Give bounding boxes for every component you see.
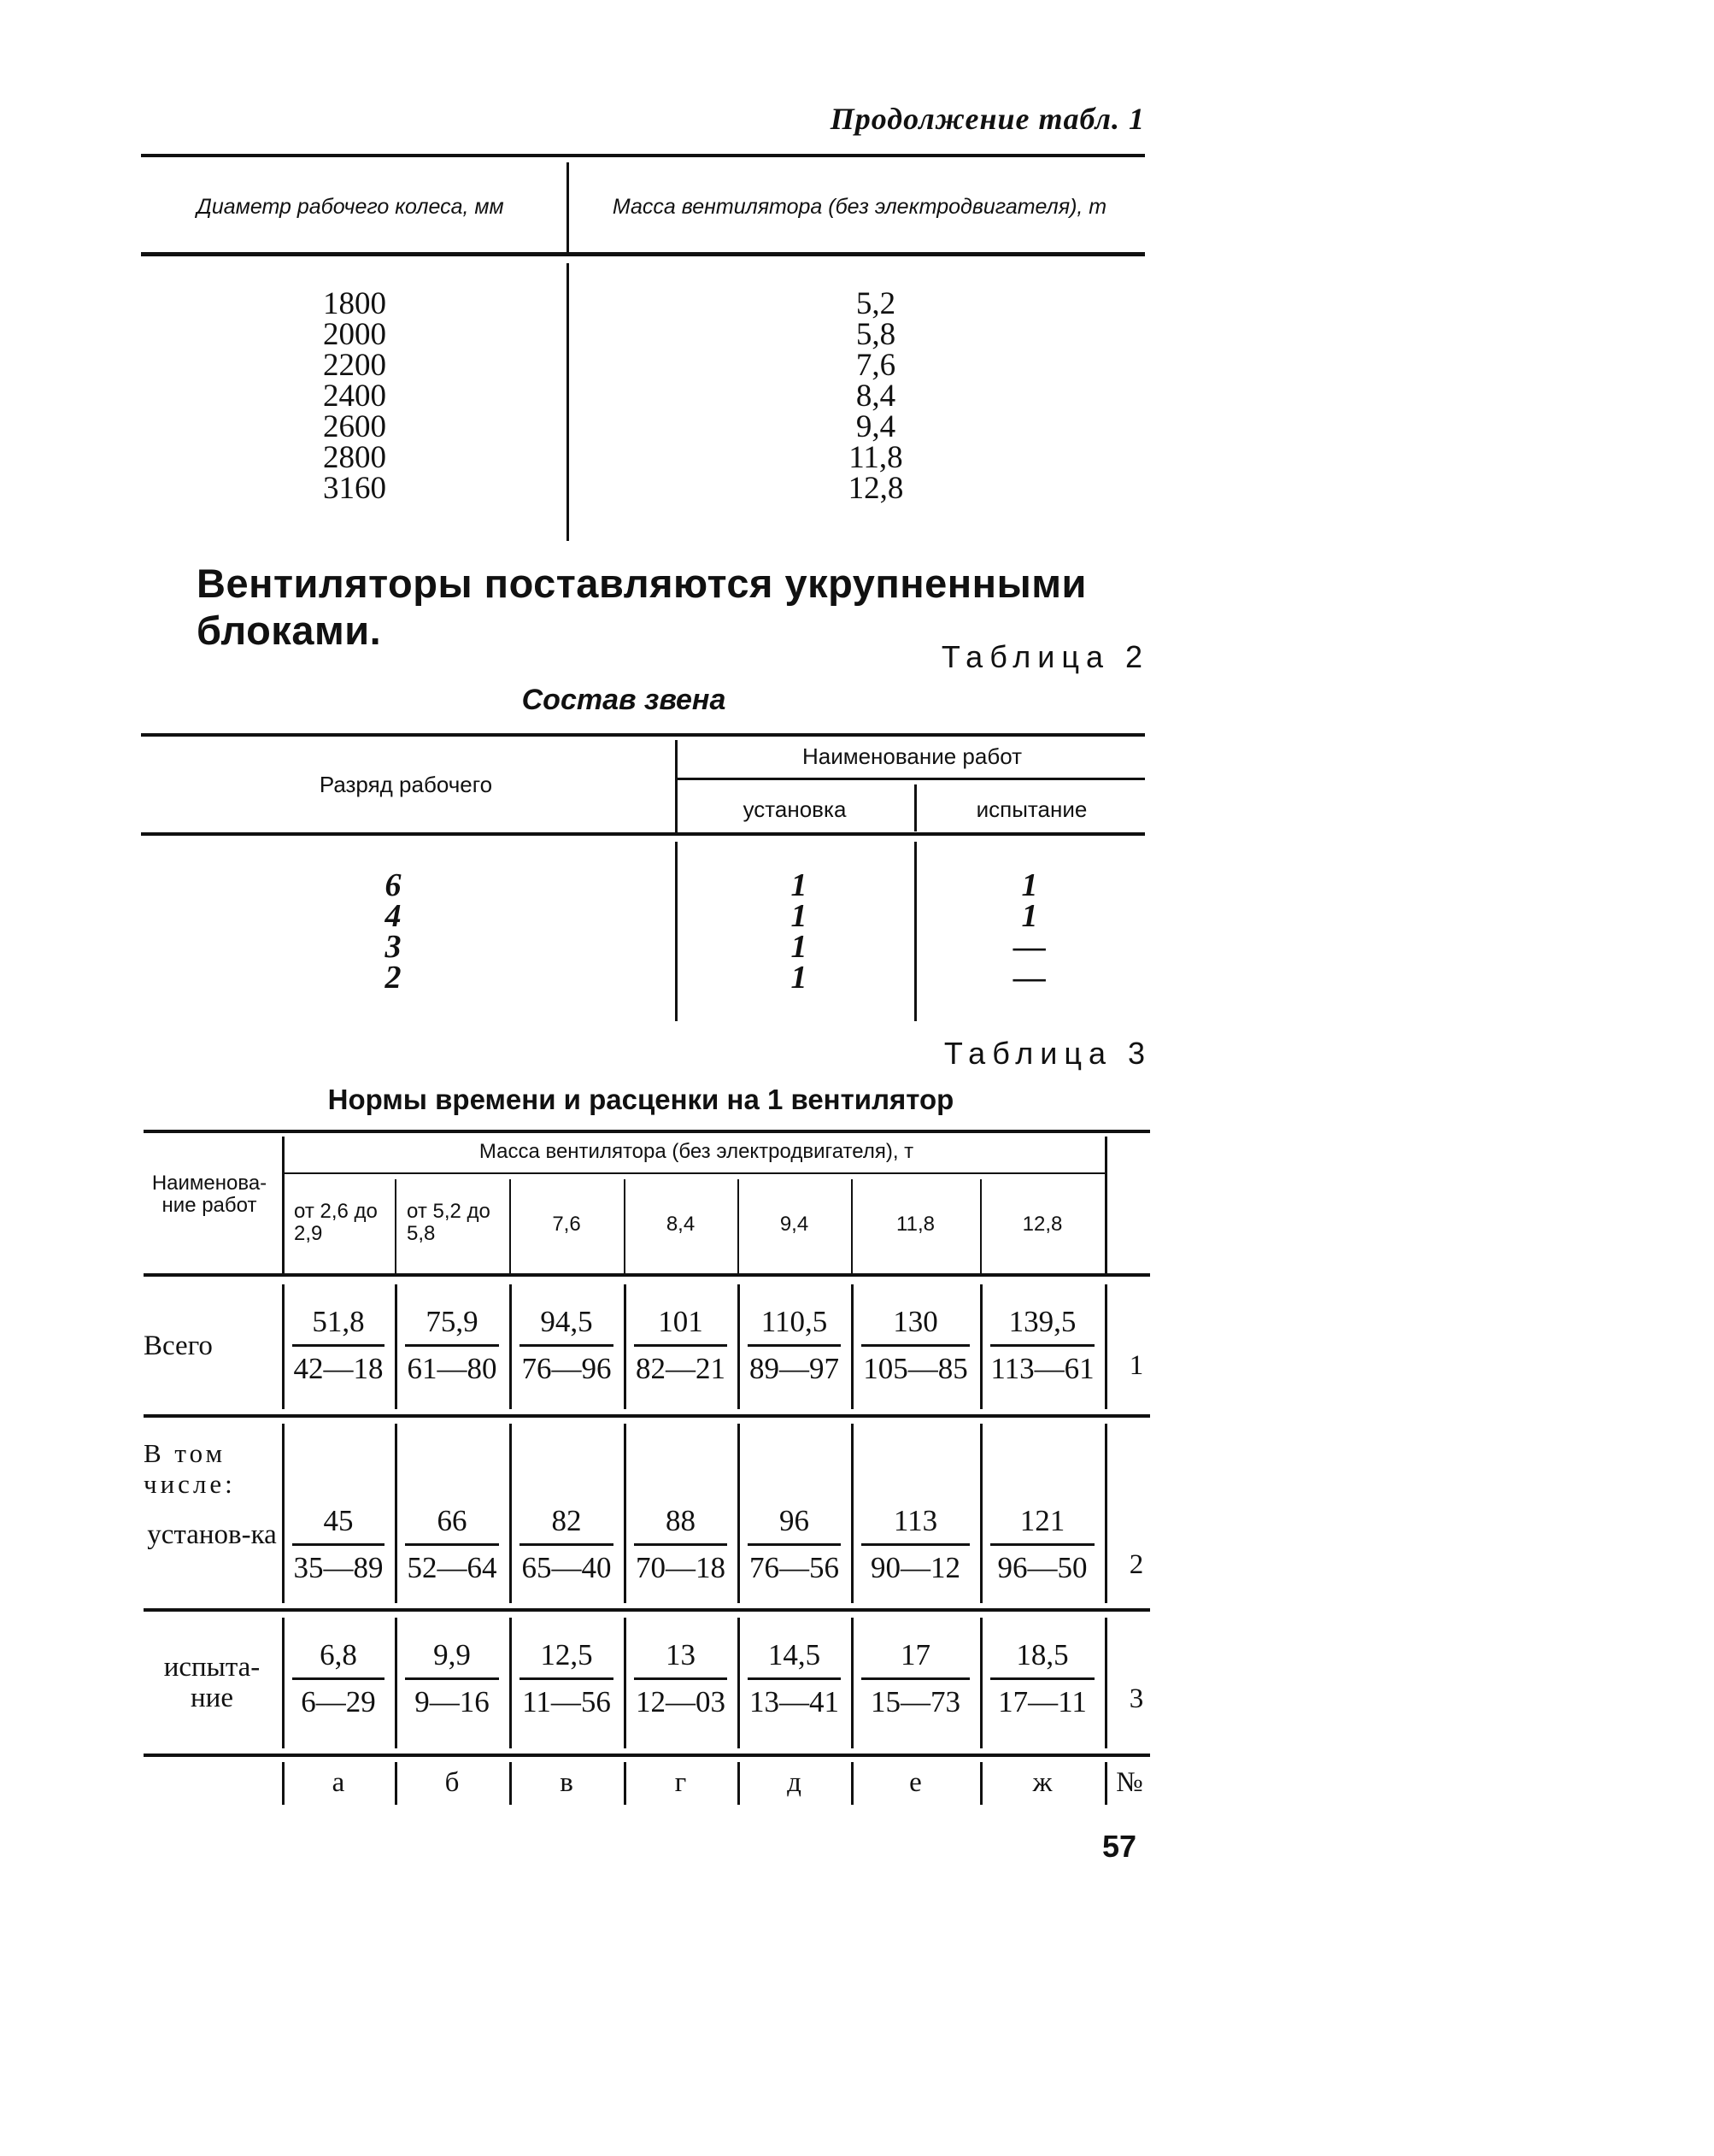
table3-mass-column-header: 8,4 (666, 1213, 696, 1236)
table3-fraction-bar (634, 1677, 727, 1680)
table3-fraction-cell (737, 1502, 851, 1587)
table2-grade-cell: 3 (384, 929, 402, 965)
table3-time-norm: 121 (1019, 1504, 1065, 1537)
table3-price: 17—11 (998, 1685, 1087, 1718)
table2-grade-cell: 2 (384, 960, 402, 996)
table3-price: 76—96 (521, 1352, 612, 1385)
table3-fraction-bar (405, 1543, 499, 1546)
supply-note: Вентиляторы поставляются укрупненными блоками. (197, 561, 1087, 653)
table3-time-norm: 94,5 (540, 1305, 593, 1338)
table3-fraction-cell (395, 1303, 509, 1388)
table3-fraction-bar (990, 1677, 1095, 1680)
table3-fraction-cell (851, 1502, 980, 1587)
table2-installation-cell: 1 (790, 929, 807, 965)
table3-fraction-cell (851, 1303, 980, 1388)
table3-column-letter: ж (1032, 1767, 1053, 1798)
table3-mass-column-header: от 2,6 до 2,9 (294, 1200, 378, 1245)
table3-time-norm: 82 (551, 1504, 582, 1537)
table3-price: 76—56 (749, 1551, 839, 1584)
table3-price: 82—21 (636, 1352, 725, 1385)
table3-top-rule (144, 1130, 1150, 1133)
table3-time-norm: 45 (323, 1504, 354, 1537)
table1-col1-header: Диаметр рабочего колеса, мм (197, 195, 504, 219)
table3-header-col-rule (509, 1179, 511, 1273)
table3-time-norm: 14,5 (767, 1638, 821, 1671)
table3-fraction-bar (292, 1344, 384, 1347)
table3-column-letter: б (444, 1767, 460, 1798)
table3-fraction-bar (990, 1543, 1095, 1546)
table3-fraction-bar (861, 1543, 970, 1546)
table1-diameter-cell: 2000 (323, 317, 386, 352)
table2-top-rule (141, 733, 1145, 737)
table3-mass-column-header: 11,8 (896, 1213, 935, 1236)
table3-price: 65—40 (521, 1551, 612, 1584)
table3-time-norm: 130 (893, 1305, 938, 1338)
table3-title: Нормы времени и расценки на 1 вентилятор (327, 1084, 954, 1115)
table2-grades-column (359, 867, 427, 996)
table3-fraction-cell (509, 1636, 624, 1721)
table3-fraction-cell (624, 1303, 737, 1388)
table2-installation-cell: 1 (790, 960, 807, 996)
table3-time-norm: 88 (666, 1504, 696, 1537)
table3-fraction-cell (851, 1636, 980, 1721)
table1-diameter-column (299, 286, 410, 506)
table3-row-header: Наименова-ние работ (151, 1172, 267, 1217)
table1-top-rule (141, 154, 1145, 157)
table2-installation-cell: 1 (790, 867, 807, 903)
table3-fraction-cell (980, 1303, 1105, 1388)
table3-fraction-cell (282, 1636, 395, 1721)
table2-col3-header: испытание (976, 796, 1088, 822)
table3-price: 113—61 (990, 1352, 1095, 1385)
table2-grade-cell: 6 (384, 867, 402, 903)
table3-fraction-cell (509, 1303, 624, 1388)
table2-header-divider (675, 740, 678, 834)
table2-testing-cell: — (1013, 960, 1046, 996)
table3-time-norm: 18,5 (1016, 1638, 1069, 1671)
table3-fraction-bar (292, 1677, 384, 1680)
table3-time-norm: 110,5 (760, 1305, 828, 1338)
table3-fraction-bar (861, 1344, 970, 1347)
table3-column-letter: д (787, 1767, 801, 1798)
table3-row-col-rule (1105, 1424, 1107, 1603)
table3-price: 9—16 (414, 1685, 490, 1718)
table3-price: 96—50 (997, 1551, 1088, 1584)
table3-time-norm: 13 (666, 1638, 696, 1671)
table1-header-rule (141, 252, 1145, 256)
table2-testing-cell: — (1013, 929, 1046, 965)
table2-grade-cell: 4 (384, 898, 402, 934)
table2-installation-cell: 1 (790, 898, 807, 934)
table2-header-rule (141, 832, 1145, 836)
table1-mass-cell: 8,4 (855, 379, 896, 414)
table2-group-rule (678, 778, 1145, 780)
table3-fraction-bar (990, 1344, 1095, 1347)
table1-header-divider (566, 162, 569, 252)
table3-price: 105—85 (863, 1352, 968, 1385)
table3-row-label: Всего (144, 1331, 213, 1361)
table3-time-norm: 51,8 (312, 1305, 365, 1338)
table3-time-norm: 66 (437, 1504, 467, 1537)
table3-fraction-cell (737, 1303, 851, 1388)
table1-diameter-cell: 2600 (323, 409, 386, 444)
table1-body-divider (566, 263, 569, 541)
page-number: 57 (1102, 1829, 1137, 1864)
table3-fraction-cell (395, 1502, 509, 1587)
table3-fraction-cell (980, 1636, 1105, 1721)
table3-price: 11—56 (522, 1685, 611, 1718)
table2-title: Состав звена (521, 684, 726, 716)
table3-time-norm: 113 (893, 1504, 938, 1537)
table2-col2-header: установка (743, 796, 847, 822)
table3-fraction-bar (405, 1344, 499, 1347)
table3-fraction-cell (624, 1502, 737, 1587)
table3-fraction-bar (748, 1677, 841, 1680)
table3-price: 52—64 (407, 1551, 497, 1584)
table3-row-label-prefix: В том числе: (144, 1438, 236, 1499)
table3-fraction-bar (519, 1677, 613, 1680)
table3-row-number: 1 (1129, 1350, 1144, 1381)
table2-testing-column (995, 867, 1064, 996)
table2-body-divider-1 (675, 842, 678, 1021)
table3-row-number: 2 (1129, 1549, 1144, 1580)
table3-row-rule (144, 1608, 1150, 1612)
table3-mass-column-header: 7,6 (552, 1213, 581, 1236)
table1-diameter-cell: 2800 (323, 440, 386, 475)
table3-column-letter: е (909, 1767, 922, 1798)
table3-fraction-cell (509, 1502, 624, 1587)
table3-time-norm: 75,9 (426, 1305, 478, 1338)
table1-mass-cell: 9,4 (855, 409, 896, 444)
table1-diameter-cell: 2400 (323, 379, 386, 414)
table1-mass-cell: 11,8 (848, 440, 903, 475)
table3-price: 6—29 (301, 1685, 376, 1718)
table3-fraction-cell (737, 1636, 851, 1721)
table3-letter-col-rule (1105, 1762, 1107, 1805)
table1-diameter-cell: 1800 (323, 286, 386, 321)
table3-label: Таблица 3 (943, 1036, 1152, 1071)
table3-header-col-rule (624, 1179, 625, 1273)
table3-mass-underline (285, 1172, 1105, 1174)
table3-header-right-rule (1105, 1137, 1107, 1273)
table3-fraction-cell (395, 1636, 509, 1721)
table3-fraction-bar (634, 1344, 727, 1347)
table3-price: 42—18 (293, 1352, 384, 1385)
table3-mass-header: Масса вентилятора (без электродвигателя), т (478, 1140, 914, 1163)
table3-price: 61—80 (407, 1352, 497, 1385)
continuation-caption: Продолжение табл. 1 (830, 102, 1145, 136)
table3-price: 70—18 (636, 1551, 725, 1584)
table3-time-norm: 101 (658, 1305, 703, 1338)
table3-header-col-rule (395, 1179, 396, 1273)
table3-fraction-bar (748, 1543, 841, 1546)
table3-header-col-rule (851, 1179, 853, 1273)
table3-price: 13—41 (749, 1685, 839, 1718)
table3-time-norm: 9,9 (433, 1638, 471, 1671)
table3-mass-column-header: от 5,2 до 5,8 (407, 1200, 490, 1245)
table3-header-col-rule (980, 1179, 982, 1273)
table1-mass-cell: 5,8 (855, 317, 896, 352)
table3-price: 12—03 (636, 1685, 725, 1718)
table1-diameter-cell: 3160 (323, 471, 386, 506)
table3-row-rule (144, 1414, 1150, 1418)
table3-fraction-bar (519, 1344, 613, 1347)
table2-subheader-divider (914, 784, 917, 831)
table3-price: 90—12 (871, 1551, 960, 1584)
table3-row-col-rule (1105, 1284, 1107, 1409)
table3-mass-column-header: 12,8 (1022, 1213, 1063, 1236)
table2-testing-cell: 1 (1021, 867, 1038, 903)
table3-time-norm: 12,5 (540, 1638, 593, 1671)
table1-col2-header: Масса вентилятора (без электродвигателя), т (612, 195, 1107, 219)
table3-time-norm: 17 (901, 1638, 930, 1671)
table3-row-col-rule (1105, 1618, 1107, 1748)
table3-fraction-bar (634, 1543, 727, 1546)
table1-mass-cell: 7,6 (855, 348, 896, 383)
table3-mass-column-header: 9,4 (779, 1213, 809, 1236)
table3-fraction-bar (519, 1543, 613, 1546)
table1-mass-cell: 12,8 (848, 471, 904, 506)
table3-column-letter: г (674, 1767, 687, 1798)
table3-column-letter: а (332, 1767, 345, 1798)
table3-row-rule (144, 1754, 1150, 1757)
table1-mass-cell: 5,2 (855, 286, 896, 321)
table3-number-label: № (1116, 1767, 1143, 1798)
table3-time-norm: 6,8 (320, 1638, 357, 1671)
table3-fraction-cell (980, 1502, 1105, 1587)
table3-time-norm: 96 (779, 1504, 809, 1537)
table3-time-norm: 139,5 (1008, 1305, 1077, 1338)
table3-row-label: испыта-ние (163, 1652, 261, 1713)
table2-label: Таблица 2 (941, 639, 1149, 674)
table3-fraction-bar (405, 1677, 499, 1680)
table1-mass-column (820, 286, 931, 506)
table3-column-letter: в (560, 1767, 573, 1798)
table1-diameter-cell: 2200 (323, 348, 386, 383)
table2-testing-cell: 1 (1021, 898, 1038, 934)
table3-header-left-rule (282, 1137, 285, 1273)
table2-group-header: Наименование работ (801, 743, 1023, 769)
table3-fraction-bar (292, 1543, 384, 1546)
table3-row-number: 3 (1129, 1683, 1144, 1714)
table3-fraction-cell (282, 1502, 395, 1587)
table2-col1-header: Разряд рабочего (319, 772, 493, 797)
table3-row-label: установ-ка (147, 1519, 277, 1550)
table3-header-rule (144, 1273, 1150, 1277)
table3-price: 15—73 (871, 1685, 960, 1718)
table3-header-col-rule (737, 1179, 739, 1273)
table3-price: 89—97 (749, 1352, 839, 1385)
table3-fraction-bar (748, 1344, 841, 1347)
table3-fraction-cell (282, 1303, 395, 1388)
table3-fraction-bar (861, 1677, 970, 1680)
table2-installation-column (765, 867, 833, 996)
table2-body-divider-2 (914, 842, 917, 1021)
table3-fraction-cell (624, 1636, 737, 1721)
table3-price: 35—89 (293, 1551, 384, 1584)
